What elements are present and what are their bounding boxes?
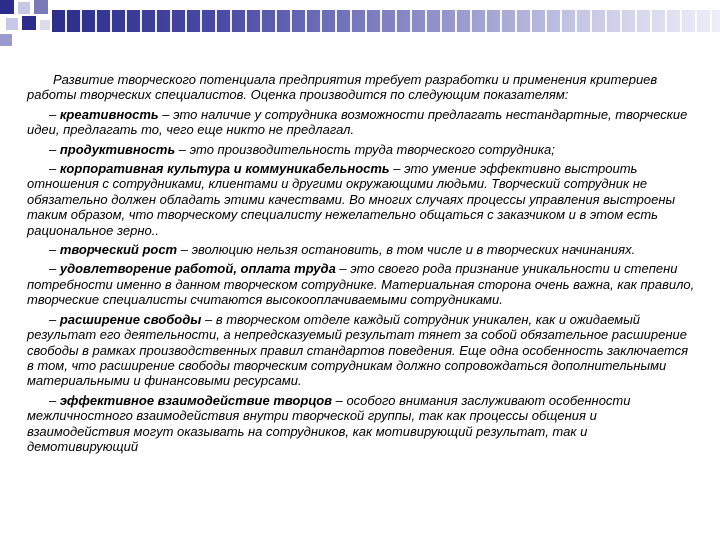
criterion-term: расширение свободы: [59, 311, 202, 327]
item-dash: –: [49, 261, 60, 277]
criterion-item: [27, 242, 697, 257]
item-dash: –: [49, 141, 60, 157]
decor-square: [18, 2, 30, 14]
criterion-term: корпоративная культура и коммуникабельность: [59, 161, 390, 177]
criterion-term: удовлетворение работой, оплата труда: [59, 261, 336, 277]
decor-square: [22, 16, 36, 30]
decor-square: [0, 0, 14, 14]
item-dash: –: [49, 161, 60, 177]
decor-square: [0, 34, 12, 46]
criterion-item: [27, 107, 697, 138]
item-dash: –: [49, 392, 60, 408]
criterion-description: – эволюцию нельзя остановить, в том числе и в творческих начинаниях.: [177, 242, 636, 258]
decor-square: [6, 18, 18, 30]
criterion-description: – это наличие у сотрудника возможности предлагать нестандартные, творческие идеи, предлагать то, чего еще никто не предлагал.: [27, 106, 688, 138]
criterion-description: – это производительность труда творческого сотрудника;: [175, 141, 555, 157]
slide-header-decoration: [0, 0, 720, 50]
decor-square: [40, 20, 50, 30]
item-dash: –: [49, 242, 60, 258]
criterion-description: – это умение эффективно выстроить отношения с сотрудниками, клиентами и другими окружающими людьми. Творческий сотрудник не обязательно должен обладать этими качествами. Во многих случаях процессы управления выстроены таким образом, что творческому специалисту нежелательно общаться с заказчиком и в этом есть рациональное зерно..: [27, 161, 676, 238]
criterion-term: творческий рост: [59, 242, 178, 258]
criterion-term: эффективное взаимодействие творцов: [59, 392, 332, 408]
criterion-item: [27, 261, 697, 307]
criterion-description: – в творческом отделе каждый сотрудник уникален, как и ожидаемый результат его деятельности, а непредсказуемый результат тянет за собой обязательное расширение свободы в рамках производственных правил стандартов поведения. Еще одна особенность заключается в том, что расширение свободы творческим сотрудникам должно сопровождаться дополнительными материальными и финансовыми ресурсами.: [27, 311, 689, 389]
slide-body-text: [27, 72, 697, 458]
criterion-term: продуктивность: [59, 141, 176, 157]
header-stripes: [52, 10, 720, 32]
intro-paragraph: Развитие творческого потенциала предприятия требует разработки и применения критериев работы творческих специалистов. Оценка производится по следующим показателям:: [27, 72, 658, 103]
item-dash: –: [49, 311, 60, 327]
item-dash: –: [49, 106, 60, 122]
criterion-term: креативность: [59, 106, 159, 122]
criterion-item: [27, 142, 697, 157]
criterion-item: [27, 312, 697, 389]
criterion-description: – это своего рода признание уникальности и степени потребности именно в данном творческом сотруднике. Материальная сторона очень важна, как правило, творческие специалисты считаются высокооплачиваемыми сотрудниками.: [27, 261, 695, 308]
criterion-item: [27, 393, 697, 455]
criterion-description: – особого внимания заслуживают особенности межличностного взаимодействия внутри творческой группы, так как процессы общения и взаимодействия могут оказывать на сотрудников, как мотивирующий результат, так и демотивирующий: [27, 392, 631, 454]
decor-square: [34, 0, 48, 14]
criterion-item: [27, 161, 697, 238]
